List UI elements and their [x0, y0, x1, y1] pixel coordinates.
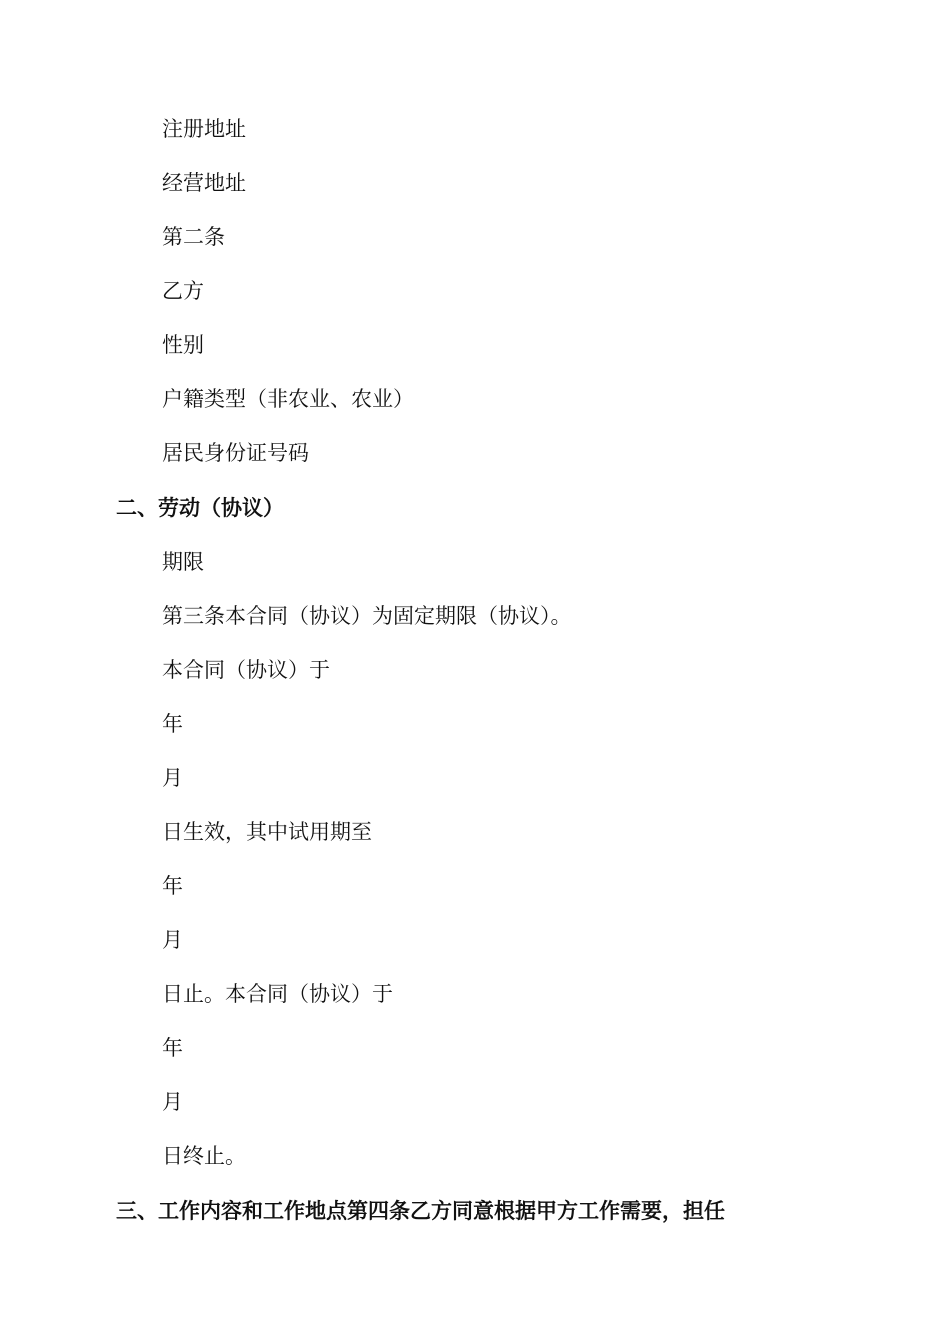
- contract-end-text: 日终止。: [162, 1144, 246, 1168]
- effective-probation-text: 日生效，其中试用期至: [162, 820, 372, 844]
- field-household-type: 户籍类型（非农业、农业）: [162, 387, 414, 411]
- field-gender: 性别: [162, 333, 204, 357]
- article-three-text: 第三条本合同（协议）为固定期限（协议）。: [162, 604, 572, 628]
- term-label: 期限: [162, 550, 204, 574]
- field-business-address: 经营地址: [162, 171, 246, 195]
- section-heading-labor-term: 二、劳动（协议）: [116, 495, 284, 520]
- date-month-label: 月: [162, 766, 183, 790]
- date-year-label: 年: [162, 874, 183, 898]
- date-year-label: 年: [162, 712, 183, 736]
- section-heading-work-content: 三、工作内容和工作地点第四条乙方同意根据甲方工作需要，担任: [116, 1198, 725, 1223]
- probation-end-text: 日止。本合同（协议）于: [162, 982, 393, 1006]
- date-month-label: 月: [162, 928, 183, 952]
- date-year-label: 年: [162, 1036, 183, 1060]
- date-month-label: 月: [162, 1090, 183, 1114]
- contract-start-text: 本合同（协议）于: [162, 658, 330, 682]
- article-two-label: 第二条: [162, 225, 225, 249]
- field-id-number: 居民身份证号码: [162, 441, 309, 465]
- field-registered-address: 注册地址: [162, 117, 246, 141]
- party-b-label: 乙方: [162, 279, 204, 303]
